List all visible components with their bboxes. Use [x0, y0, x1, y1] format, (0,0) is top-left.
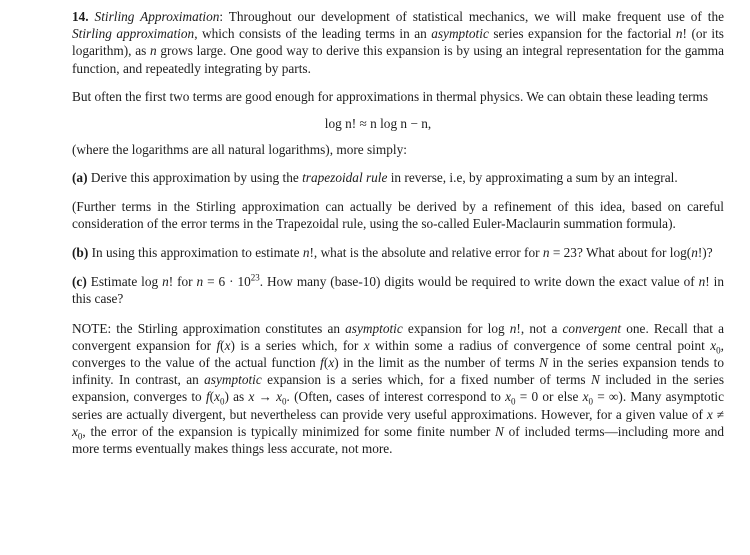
problem-number: 14.: [72, 9, 89, 24]
part-a-label: (a): [72, 170, 88, 186]
problem-14-statement: 14. Stirling Approximation: Throughout our development of statistical mechanics, we will make frequent use of the Stirling approximation, which consists of the leading terms in an asymptotic series expansion for the factorial n! (or its logarithm), as n grows large. One good way to derive this expansion is by using an integral representation for the gamma function, and repeatedly integrating by parts.: [72, 9, 724, 76]
intro-paragraph: But often the first two terms are good enough for approximations in thermal physics. We can obtain these leading terms: [72, 88, 709, 104]
part-c-label: (c): [72, 274, 87, 290]
part-b: (b) In using this approximation to estimate n!, what is the absolute and relative error for n = 23? What about for log(n!)?: [72, 245, 713, 261]
note-paragraph: NOTE: the Stirling approximation constitutes an asymptotic expansion for log n!, not a convergent one. Recall that a convergent expansion for f(x) is a series which, for x within some a radius of convergence of some central point $x_0$, converges to the value of the actual function f(x) in the limit as the number of terms N in the series expansion tends to infinity. In contrast, an asymptotic expansion is a series which, for a fixed number of terms N included in the series expansion, converges to $f(x_0)$ as $x \to x_0$. (Often, cases of interest correspond to $x_0 = 0$ or else $x_0$ = ∞). Many asymptotic series are actually divergent, but nevertheless can provide very useful approximations. However, for a given value of $x \ne x_0$, the error of the expansion is typically minimized for some finite number N of included terms—including more and more terms eventually makes things less accurate, not more.: [72, 320, 725, 457]
part-b-label: (b): [72, 245, 89, 261]
problem-title: Stirling Approximation: [94, 9, 220, 24]
note-label: NOTE:: [72, 320, 112, 336]
part-a: (a) Derive this approximation by using the trapezoidal rule in reverse, i.e, by approximating a sum by an integral.: [72, 170, 678, 186]
stirling-equation: log n! ≈ n log n − n,: [324, 116, 432, 132]
log-note: (where the logarithms are all natural logarithms), more simply:: [72, 142, 407, 158]
further-terms-paragraph: (Further terms in the Stirling approximation can actually be derived by a refinement of this idea, based on careful consideration of the error terms in the Trapezoidal rule, using the so-called Euler-Maclaurin summation formula).: [72, 198, 724, 231]
part-c: (c) Estimate log n! for $n = 6 \cdot 10^{23}$. How many (base-10) digits would be required to write down the exact value of n! in this case?: [72, 272, 724, 307]
